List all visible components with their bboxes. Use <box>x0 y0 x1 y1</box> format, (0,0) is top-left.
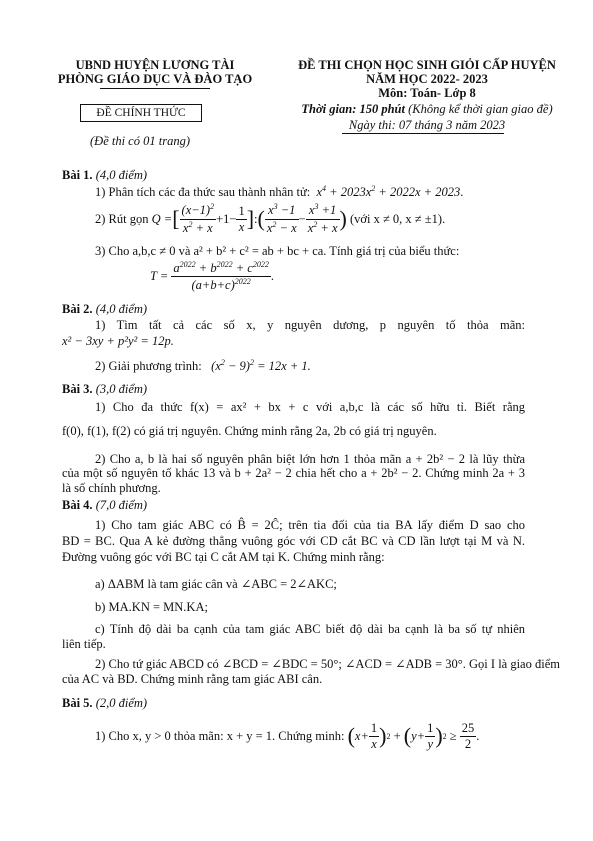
bai3-q1-line1: 1) Cho đa thức f(x) = ax² + bx + c với a,b,c là các số hữu tỉ. Biết rằng <box>95 400 525 414</box>
bai3-q2-line1: 2) Cho a, b là hai số nguyên phân biệt lớn hơn 1 thỏa mãn a + 2b² − 2 là lũy thừa <box>95 452 525 466</box>
bai1-q3-expression: T = $\frac{a^{2022} + b^{2022} + c^{2022}}{(a+b+c)^{2022}}$ . <box>150 260 274 293</box>
bai4-part-a: a) ΔABM là tam giác cân và ∠ABC = 2∠AKC; <box>95 577 337 591</box>
bai4-q1-line1: 1) Cho tam giác ABC có B̂ = 2Ĉ; trên tia đối của tia BA lấy điểm D sao cho <box>95 518 525 532</box>
bai4-heading: Bài 4. (7,0 điểm) <box>62 498 148 512</box>
bai3-q2-line3: là số chính phương. <box>62 481 161 495</box>
bai3-q1-line2: f(0), f(1), f(2) có giá trị nguyên. Chứng minh rằng 2a, 2b có giá trị nguyên. <box>62 424 437 438</box>
department-name: UBND HUYỆN LƯƠNG TÀI <box>75 58 235 72</box>
bai4-q1-line3: Đường vuông góc với BC tại C cắt AM tại K. Chứng minh rằng: <box>62 550 385 564</box>
bai5-heading: Bài 5. (2,0 điểm) <box>62 696 148 710</box>
time-note: (Không kể thời gian giao đề) <box>408 102 553 116</box>
subject: Môn: Toán- Lớp 8 <box>378 86 476 100</box>
bai2-heading: Bài 2. (4,0 điểm) <box>62 302 148 316</box>
official-stamp-box <box>80 104 202 122</box>
bai1-q2-condition: (với x ≠ 0, x ≠ ±1). <box>349 211 446 226</box>
bai2-q1: 1) Tìm tất cả các số x, y nguyên dương, p nguyên tố thỏa mãn: <box>95 318 525 332</box>
bai1-heading: Bài 1. (4,0 điểm) <box>62 168 148 182</box>
exam-date: Ngày thi: 07 tháng 3 năm 2023 <box>348 118 506 132</box>
bai1-q2: 2) Rút gọn Q = [ $\frac{(x-1)^2}{x^2 + x}$ +1− $\frac{1}{x}$ ] : ( $\frac{x^3 -1}{x^2 - x}$ − $\frac{x^3 +1}{x^2 + x}$ ) (với x ≠ 0, x ≠ ±1). <box>95 202 446 235</box>
bai4-q1-line2: BD = BC. Qua A kẻ đường thẳng vuông góc với CD cắt BC và CD lần lượt tại M và N. <box>62 534 525 548</box>
pages-note: (Đề thi có 01 trang) <box>90 134 190 148</box>
bai5-q1: 1) Cho x, y > 0 thỏa mãn: x + y = 1. Chứng minh: ( x+ $\frac{1}{x}$ ) 2 + ( y+ $\frac{1}{y}$ ) 2 ≥ $\frac{25}{2}$ . <box>95 720 480 751</box>
bai4-part-c-line1: c) Tính độ dài ba cạnh của tam giác ABC biết độ dài ba cạnh là ba số tự nhiên <box>95 622 525 636</box>
office-name: PHÒNG GIÁO DỤC VÀ ĐÀO TẠO <box>57 72 253 86</box>
exam-title: ĐỀ THI CHỌN HỌC SINH GIỎI CẤP HUYỆN <box>298 58 556 72</box>
bai2-q1-equation: x² − 3xy + p²y² = 12p. <box>62 334 174 348</box>
bai3-q2-line2: của một số nguyên tố khác 13 và b + 2a² − 2 chia hết cho a + 2b² − 2. Chứng minh 2a + 3 <box>62 466 525 480</box>
bai4-q2-line2: của AC và BD. Chứng minh rằng tam giác ABI cân. <box>62 672 323 686</box>
header-underline-right <box>342 133 504 134</box>
school-year: NĂM HỌC 2022- 2023 <box>366 72 488 86</box>
bai1-q1: 1) Phân tích các đa thức sau thành nhân tử: $x^4 + 2023x^2 + 2022x + 2023$. <box>95 184 464 200</box>
time-info <box>272 102 582 117</box>
bai4-part-c-line2: liên tiếp. <box>62 637 106 651</box>
official-label: ĐỀ CHÍNH THỨC <box>96 107 186 119</box>
bai4-q2-line1: 2) Cho tứ giác ABCD có ∠BCD = ∠BDC = 50°; ∠ACD = ∠ADB = 30°. Gọi I là giao điểm <box>95 657 560 671</box>
bai3-heading: Bài 3. (3,0 điểm) <box>62 382 148 396</box>
bai1-q3: 3) Cho a,b,c ≠ 0 và a² + b² + c² = ab + bc + ca. Tính giá trị của biểu thức: <box>95 244 460 258</box>
bai2-q2: 2) Giải phương trình: $(x^2 - 9)^2 = 12x + 1$. <box>95 358 311 374</box>
bai4-part-b: b) MA.KN = MN.KA; <box>95 600 208 614</box>
header-underline-left <box>100 88 210 89</box>
time-label: Thời gian: 150 phút <box>301 102 405 116</box>
